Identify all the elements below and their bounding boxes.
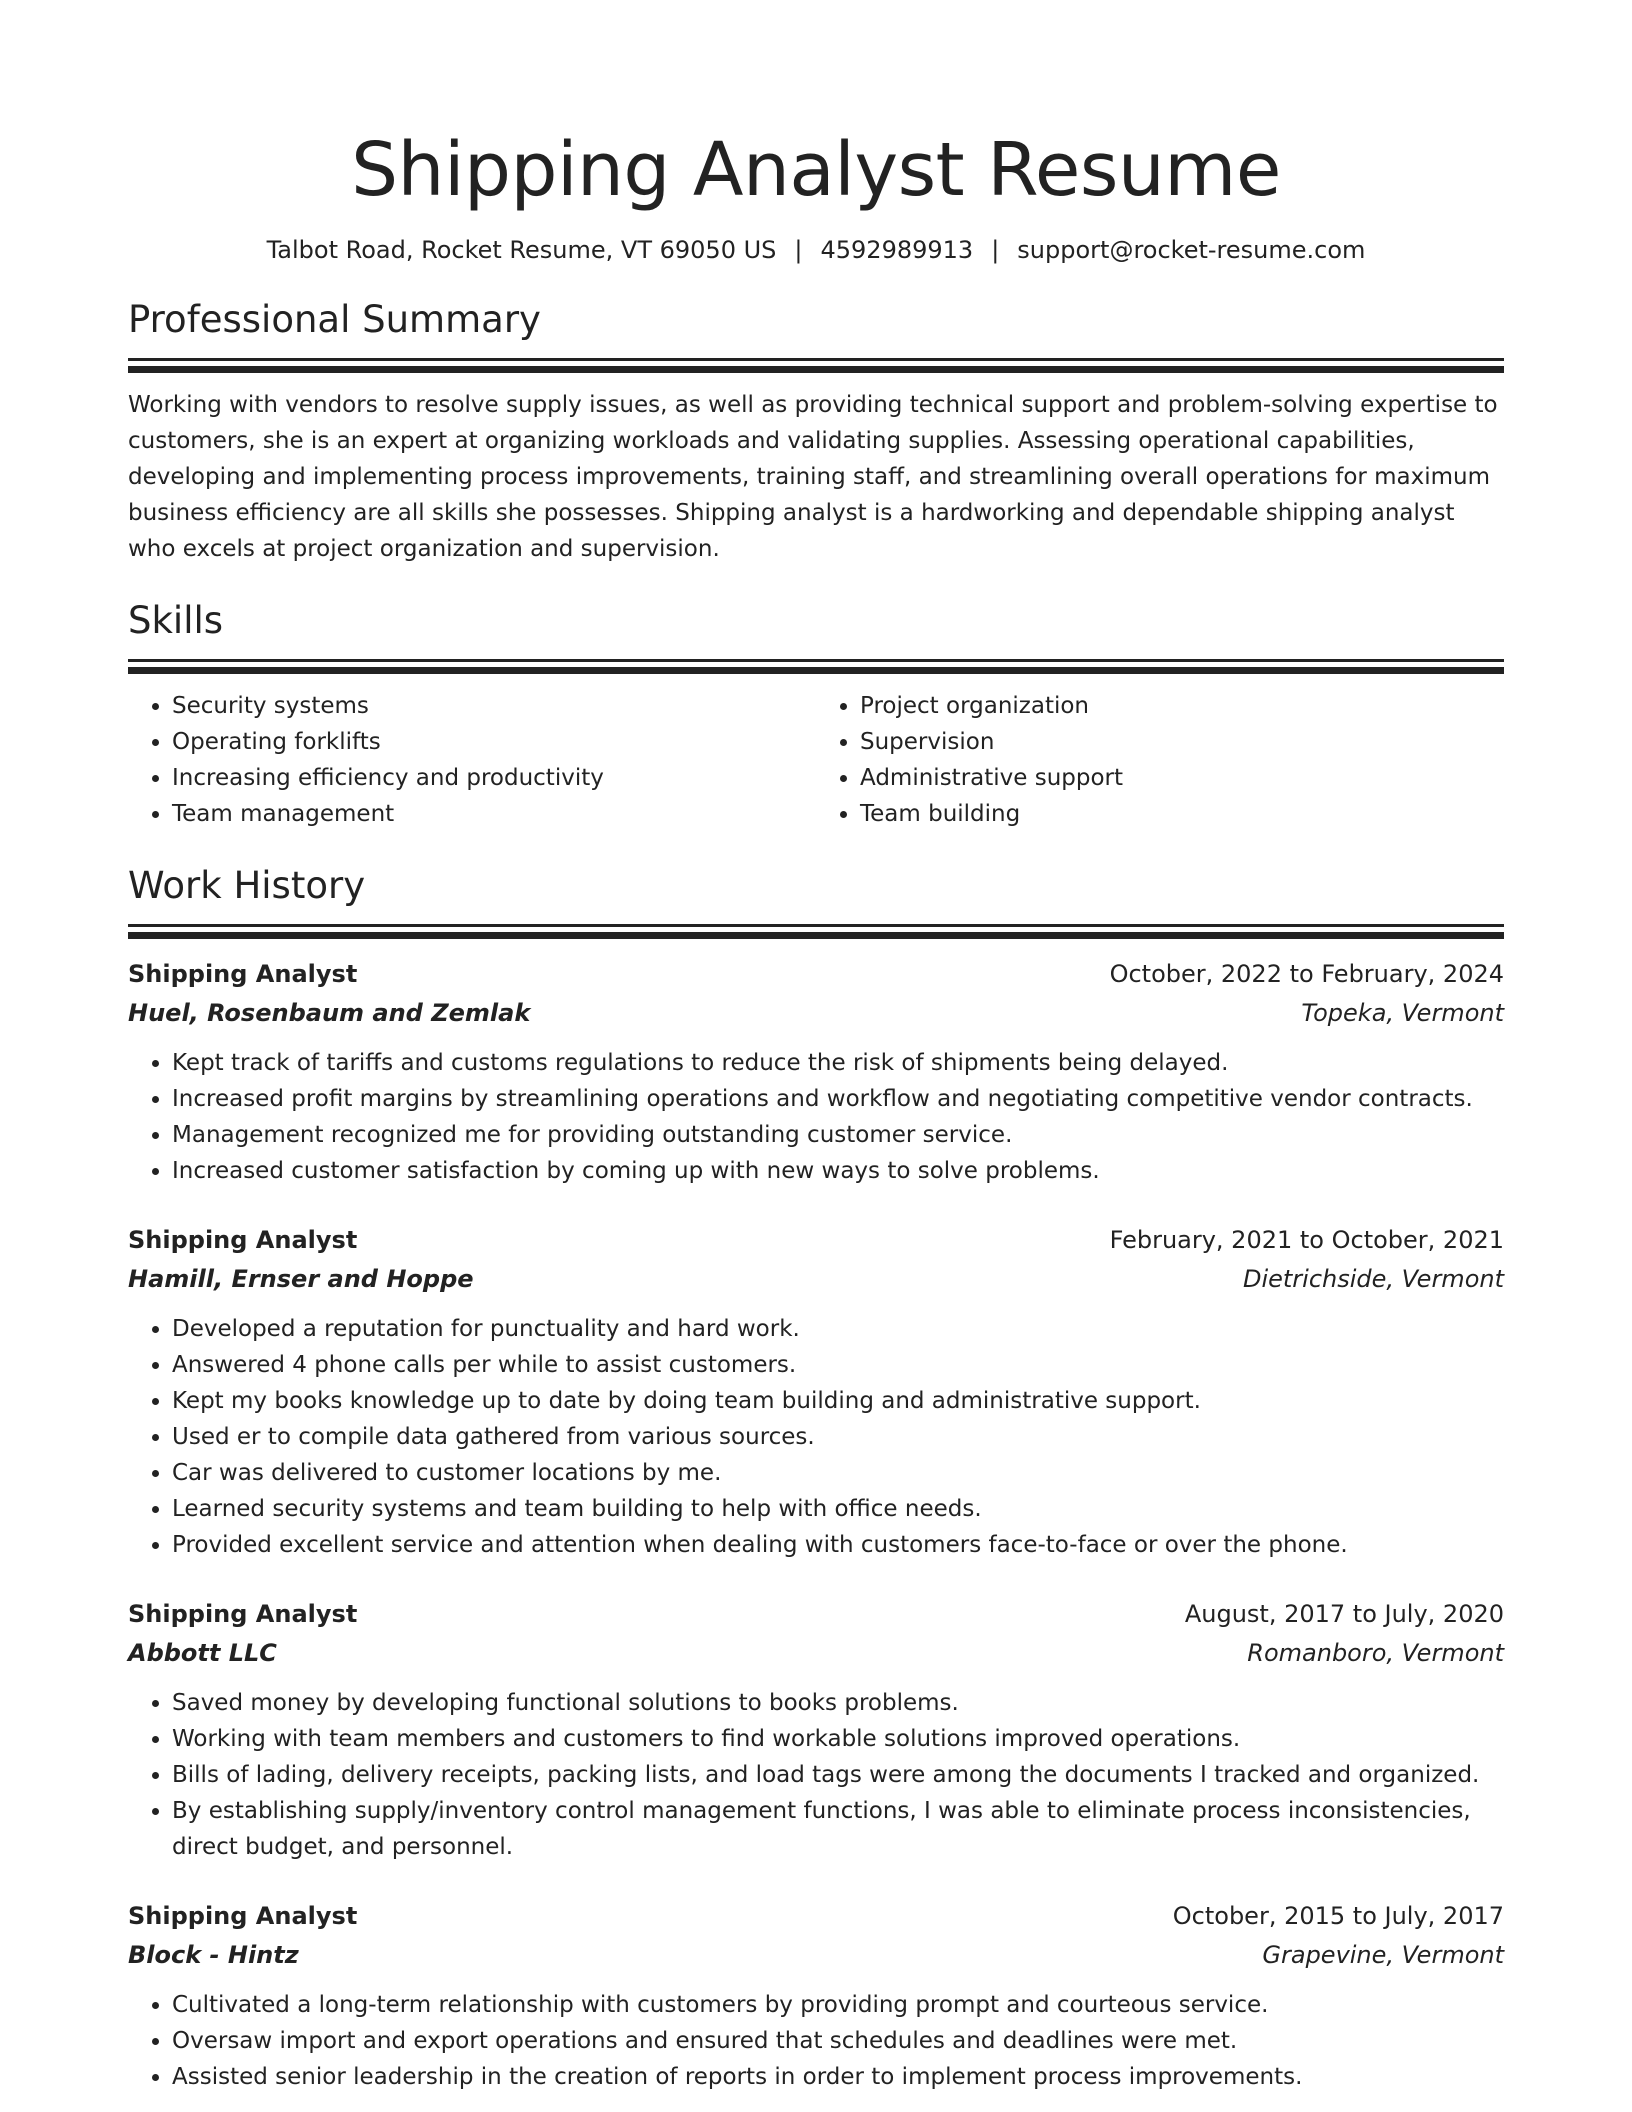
job-entry: [128, 1595, 1504, 1865]
job-dates: February, 2021 to October, 2021: [1109, 1226, 1504, 1254]
duty-item: • Bills of lading, delivery receipts, packing lists, and load tags were among the documents I tracked and organized.: [172, 1757, 1504, 1793]
job-dates: August, 2017 to July, 2020: [1184, 1600, 1504, 1628]
skill-item: • Administrative support: [860, 760, 1504, 796]
contact-separator: |: [794, 236, 803, 264]
job-location: Grapevine, Vermont: [1262, 1941, 1504, 1969]
duty-item: • Answered 4 phone calls per while to assist customers.: [172, 1347, 1504, 1383]
skills-list-right: [816, 688, 1504, 832]
job-duties: [128, 1987, 1504, 2095]
job-duties: [128, 1311, 1504, 1563]
skill-item: • Security systems: [172, 688, 816, 724]
skills-list-left: [128, 688, 816, 832]
job-company: Hamill, Ernser and Hoppe: [128, 1265, 474, 1293]
duty-item: • Saved money by developing functional solutions to books problems.: [172, 1685, 1504, 1721]
skill-item: • Team management: [172, 796, 816, 832]
work-history-section: [128, 862, 1504, 2095]
contact-separator: |: [991, 236, 1000, 264]
job-company: Block - Hintz: [128, 1941, 299, 1969]
section-heading-skills: Skills: [128, 599, 224, 642]
job-title: Shipping Analyst: [128, 1226, 358, 1254]
skill-item: • Increasing efficiency and productivity: [172, 760, 816, 796]
job-title: Shipping Analyst: [128, 960, 358, 988]
summary-paragraph: Working with vendors to resolve supply issues, as well as providing technical support and problem-solving expertise to customers, she is an expert at organizing workloads and validating supplies. Assessing operational capabilities, developing and implementing process improvements, training staff, and streamlining overall operations for maximum business efficiency are all skills she possesses. Shipping analyst is a hardworking and dependable shipping analyst who excels at project organization and supervision.: [128, 392, 1498, 562]
job-entry: [128, 955, 1504, 1189]
job-company: Abbott LLC: [128, 1639, 277, 1667]
skill-item: • Operating forklifts: [172, 724, 816, 760]
section-heading-summary: Professional Summary: [128, 298, 541, 341]
section-rule-thin: [128, 358, 1504, 361]
job-title: Shipping Analyst: [128, 1902, 358, 1930]
duty-item: • Increased customer satisfaction by coming up with new ways to solve problems.: [172, 1153, 1504, 1189]
job-location: Topeka, Vermont: [1301, 999, 1504, 1027]
job-duties: [128, 1685, 1504, 1865]
duty-item: • Increased profit margins by streamlining operations and workflow and negotiating competitive vendor contracts.: [172, 1081, 1504, 1117]
job-location: Romanboro, Vermont: [1247, 1639, 1504, 1667]
contact-phone: 4592989913: [820, 236, 974, 264]
section-rule-thick: [128, 932, 1504, 939]
section-heading-work-history: Work History: [128, 864, 366, 907]
section-rule-thick: [128, 667, 1504, 674]
skills-columns: [128, 688, 1504, 832]
job-location: Dietrichside, Vermont: [1242, 1265, 1504, 1293]
duty-item: • Working with team members and customers to find workable solutions improved operations.: [172, 1721, 1504, 1757]
section-rule-thin: [128, 659, 1504, 662]
job-title: Shipping Analyst: [128, 1600, 358, 1628]
duty-item: • Cultivated a long-term relationship with customers by providing prompt and courteous service.: [172, 1987, 1504, 2023]
duty-item: • Kept track of tariffs and customs regulations to reduce the risk of shipments being delayed.: [172, 1045, 1504, 1081]
section-rule-thin: [128, 924, 1504, 927]
duty-item: • Car was delivered to customer locations by me.: [172, 1455, 1504, 1491]
skill-item: • Supervision: [860, 724, 1504, 760]
duty-item: • Oversaw import and export operations and ensured that schedules and deadlines were met.: [172, 2023, 1504, 2059]
job-company: Huel, Rosenbaum and Zemlak: [128, 999, 531, 1027]
job-duties: [128, 1045, 1504, 1189]
duty-item: • Developed a reputation for punctuality and hard work.: [172, 1311, 1504, 1347]
duty-item: • Kept my books knowledge up to date by doing team building and administrative support.: [172, 1383, 1504, 1419]
professional-summary-section: [128, 296, 1504, 567]
duty-item: • Assisted senior leadership in the creation of reports in order to implement process improvements.: [172, 2059, 1504, 2095]
duty-item: • By establishing supply/inventory control management functions, I was able to eliminate process inconsistencies, direct budget, and personnel.: [172, 1793, 1504, 1865]
resume-title: Shipping Analyst Resume: [351, 127, 1281, 213]
resume-page: [128, 0, 1504, 2095]
job-dates: October, 2022 to February, 2024: [1109, 960, 1504, 988]
contact-address: Talbot Road, Rocket Resume, VT 69050 US: [266, 236, 777, 264]
contact-email: support@rocket-resume.com: [1017, 236, 1366, 264]
contact-line: [128, 234, 1504, 266]
duty-item: • Management recognized me for providing outstanding customer service.: [172, 1117, 1504, 1153]
duty-item: • Provided excellent service and attention when dealing with customers face-to-face or over the phone.: [172, 1527, 1504, 1563]
duty-item: • Used er to compile data gathered from various sources.: [172, 1419, 1504, 1455]
skill-item: • Project organization: [860, 688, 1504, 724]
job-dates: October, 2015 to July, 2017: [1172, 1902, 1504, 1930]
skills-section: [128, 597, 1504, 832]
job-entry: [128, 1897, 1504, 2095]
job-entry: [128, 1221, 1504, 1563]
section-rule-thick: [128, 366, 1504, 373]
skill-item: • Team building: [860, 796, 1504, 832]
duty-item: • Learned security systems and team building to help with office needs.: [172, 1491, 1504, 1527]
